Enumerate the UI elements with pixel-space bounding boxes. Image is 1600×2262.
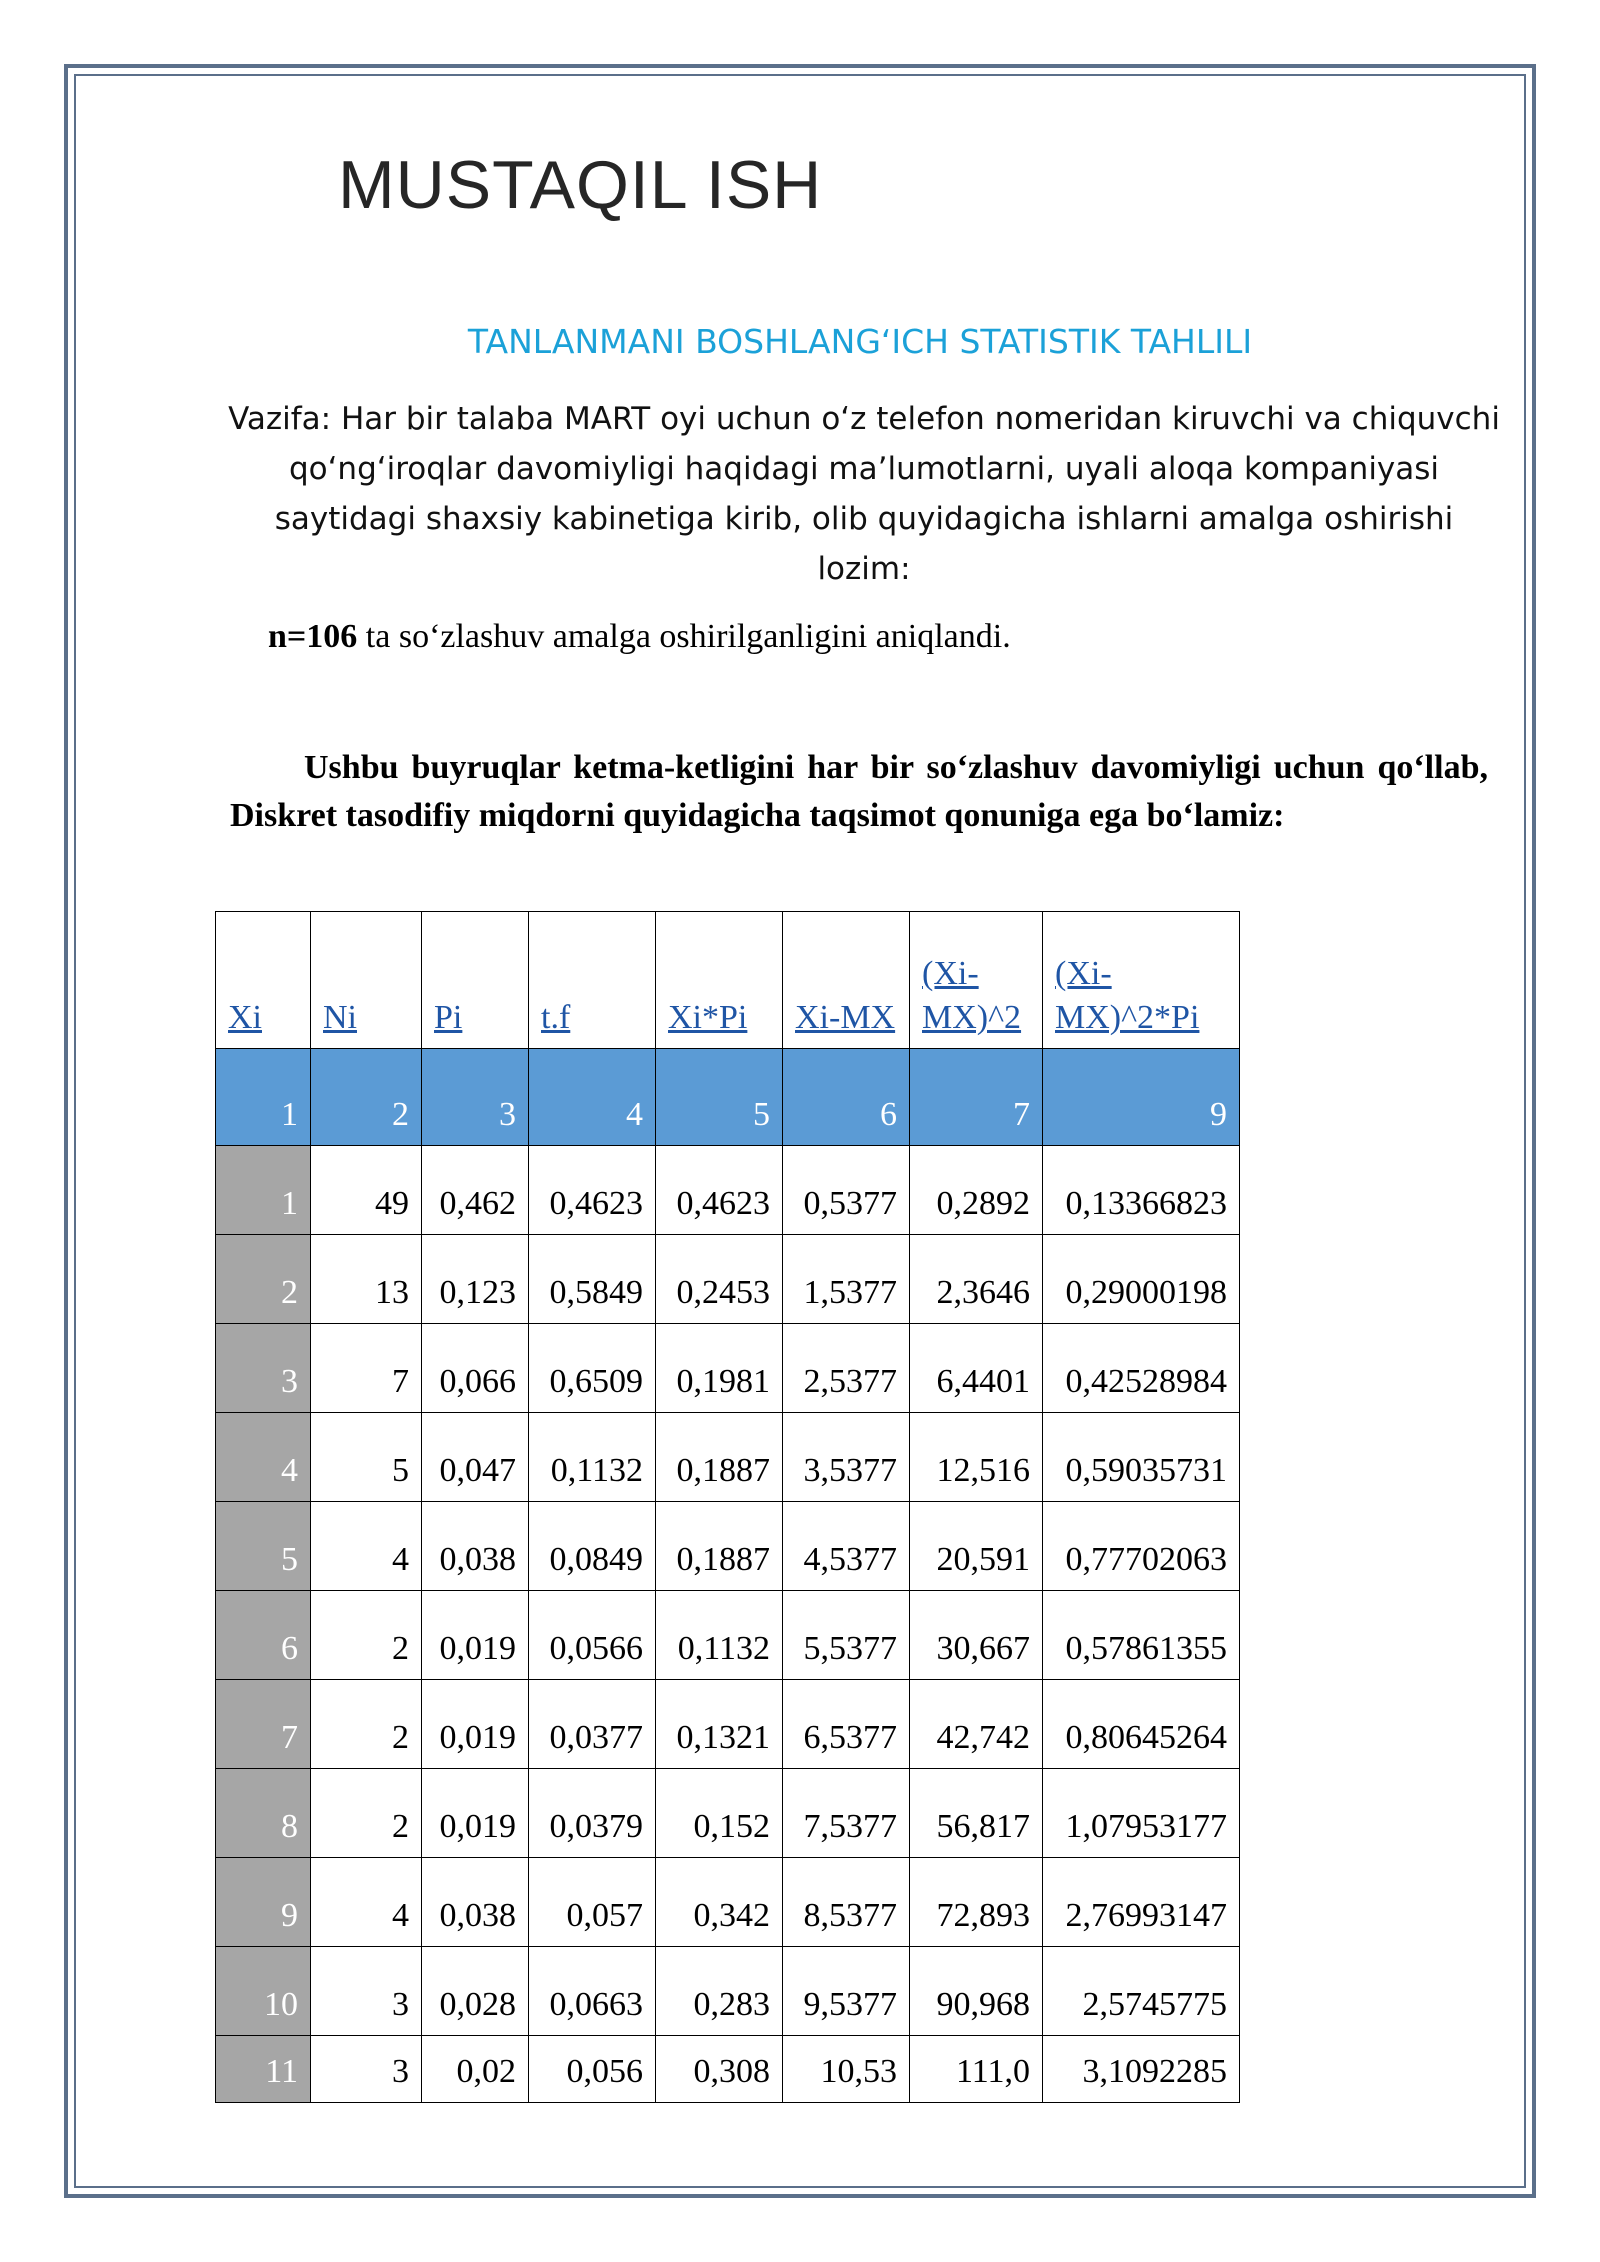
table-row	[216, 1591, 1240, 1680]
table-cell: 0,038	[422, 1858, 529, 1947]
table-row	[216, 1947, 1240, 2036]
table-row	[216, 1413, 1240, 1502]
table-cell: 5	[311, 1413, 422, 1502]
table-cell: 11	[216, 2036, 311, 2103]
table-cell: 9,5377	[783, 1947, 910, 2036]
table-cell: 0,4623	[529, 1146, 656, 1235]
table-cell: 0,80645264	[1043, 1680, 1240, 1769]
table-cell: 10	[216, 1947, 311, 2036]
table-cell: 0,1887	[656, 1502, 783, 1591]
table-cell: 5	[216, 1502, 311, 1591]
distribution-table	[215, 911, 1240, 2103]
table-row	[216, 1769, 1240, 1858]
table-cell: 0,2453	[656, 1235, 783, 1324]
table-cell: 0,019	[422, 1769, 529, 1858]
table-cell: 0,1981	[656, 1324, 783, 1413]
table-cell: 7,5377	[783, 1769, 910, 1858]
table-cell: 1,5377	[783, 1235, 910, 1324]
table-cell: 4	[311, 1502, 422, 1591]
table-cell: 8	[216, 1769, 311, 1858]
table-cell: 3	[422, 1049, 529, 1146]
table-cell: 0,59035731	[1043, 1413, 1240, 1502]
table-cell: 4	[311, 1858, 422, 1947]
table-cell: 3	[216, 1324, 311, 1413]
table-cell: 0,4623	[656, 1146, 783, 1235]
table-cell: 0,0377	[529, 1680, 656, 1769]
sample-size-text: ta so‘zlashuv amalga oshirilganligini aniqlandi.	[357, 618, 1011, 655]
table-cell: 2,76993147	[1043, 1858, 1240, 1947]
sample-size-line	[268, 612, 1011, 662]
table-cell: 0,1132	[656, 1591, 783, 1680]
table-header-cell: Pi	[422, 912, 529, 1049]
table-cell: 0,02	[422, 2036, 529, 2103]
table-cell: 2	[311, 1680, 422, 1769]
table-cell: 2	[311, 1591, 422, 1680]
table-cell: 1,07953177	[1043, 1769, 1240, 1858]
table-cell: 4,5377	[783, 1502, 910, 1591]
table-cell: 8,5377	[783, 1858, 910, 1947]
table-cell: 0,152	[656, 1769, 783, 1858]
table-row	[216, 2036, 1240, 2103]
table-cell: 0,1132	[529, 1413, 656, 1502]
table-cell: 0,308	[656, 2036, 783, 2103]
table-cell: 56,817	[910, 1769, 1043, 1858]
table-number-row	[216, 1049, 1240, 1146]
table-cell: 0,0566	[529, 1591, 656, 1680]
table-cell: 90,968	[910, 1947, 1043, 2036]
table-row	[216, 1502, 1240, 1591]
table-cell: 0,1887	[656, 1413, 783, 1502]
task-description: Vazifa: Har bir talaba MART oyi uchun o‘z telefon nomeridan kiruvchi va chiquvchi qo‘ng‘iroqlar davomiyligi haqidagi ma’lumotlarni, uyali aloqa kompaniyasi saytidagi shaxsiy kabinetiga kirib, olib quyidagicha ishlarni amalga oshirishi lozim:	[228, 401, 1500, 587]
table-cell: 0,038	[422, 1502, 529, 1591]
table-cell: 111,0	[910, 2036, 1043, 2103]
table-cell: 0,047	[422, 1413, 529, 1502]
table-cell: 12,516	[910, 1413, 1043, 1502]
table-cell: 6	[783, 1049, 910, 1146]
document-title: MUSTAQIL ISH	[338, 147, 823, 223]
table-cell: 3	[311, 1947, 422, 2036]
table-cell: 2,5377	[783, 1324, 910, 1413]
table-cell: 0,42528984	[1043, 1324, 1240, 1413]
table-cell: 9	[216, 1858, 311, 1947]
table-cell: 0,0663	[529, 1947, 656, 2036]
table-cell: 6	[216, 1591, 311, 1680]
table-cell: 0,13366823	[1043, 1146, 1240, 1235]
table-header-cell: (Xi-MX)^2*Pi	[1043, 912, 1240, 1049]
table-cell: 7	[311, 1324, 422, 1413]
table-row	[216, 1680, 1240, 1769]
table-cell: 13	[311, 1235, 422, 1324]
table-cell: 9	[1043, 1049, 1240, 1146]
table-cell: 0,29000198	[1043, 1235, 1240, 1324]
table-cell: 2,3646	[910, 1235, 1043, 1324]
table-cell: 5	[656, 1049, 783, 1146]
table-cell: 42,742	[910, 1680, 1043, 1769]
table-row	[216, 1858, 1240, 1947]
table-cell: 0,123	[422, 1235, 529, 1324]
table-cell: 0,6509	[529, 1324, 656, 1413]
table-cell: 0,283	[656, 1947, 783, 2036]
table-cell: 0,066	[422, 1324, 529, 1413]
table-row	[216, 1235, 1240, 1324]
table-cell: 0,056	[529, 2036, 656, 2103]
table-cell: 49	[311, 1146, 422, 1235]
table-header-cell: Xi*Pi	[656, 912, 783, 1049]
table-cell: 3,5377	[783, 1413, 910, 1502]
table-cell: 0,5377	[783, 1146, 910, 1235]
table-cell: 5,5377	[783, 1591, 910, 1680]
table-row	[216, 1146, 1240, 1235]
table-cell: 0,1321	[656, 1680, 783, 1769]
table-cell: 6,4401	[910, 1324, 1043, 1413]
table-cell: 0,0849	[529, 1502, 656, 1591]
table-cell: 0,5849	[529, 1235, 656, 1324]
table-cell: 10,53	[783, 2036, 910, 2103]
table-cell: 3,1092285	[1043, 2036, 1240, 2103]
table-cell: 7	[216, 1680, 311, 1769]
section-subtitle: TANLANMANI BOSHLANG‘ICH STATISTIK TAHLILI	[467, 322, 1253, 361]
table-cell: 2	[311, 1769, 422, 1858]
table-cell: 0,0379	[529, 1769, 656, 1858]
table-cell: 6,5377	[783, 1680, 910, 1769]
table-header-row	[216, 912, 1240, 1049]
table-cell: 30,667	[910, 1591, 1043, 1680]
table-cell: 72,893	[910, 1858, 1043, 1947]
table-cell: 2	[311, 1049, 422, 1146]
table-cell: 20,591	[910, 1502, 1043, 1591]
sample-size-value: n=106	[268, 618, 358, 655]
table-header-cell: Xi-MX	[783, 912, 910, 1049]
table-cell: 0,028	[422, 1947, 529, 2036]
table-header-cell: Ni	[311, 912, 422, 1049]
table-cell: 0,057	[529, 1858, 656, 1947]
table-cell: 2,5745775	[1043, 1947, 1240, 2036]
table-header-cell: t.f	[529, 912, 656, 1049]
table-cell: 3	[311, 2036, 422, 2103]
table-row	[216, 1324, 1240, 1413]
distribution-intro-paragraph: Ushbu buyruqlar ketma-ketligini har bir so‘zlashuv davomiyligi uchun qo‘llab, Diskret tasodifiy miqdorni quyidagicha taqsimot qonuniga ega bo‘lamiz:	[230, 749, 1488, 834]
table-cell: 1	[216, 1049, 311, 1146]
table-cell: 0,57861355	[1043, 1591, 1240, 1680]
table-cell: 4	[216, 1413, 311, 1502]
table-cell: 1	[216, 1146, 311, 1235]
table-cell: 4	[529, 1049, 656, 1146]
table-cell: 0,019	[422, 1680, 529, 1769]
table-cell: 7	[910, 1049, 1043, 1146]
table-cell: 0,019	[422, 1591, 529, 1680]
table-cell: 2	[216, 1235, 311, 1324]
table-cell: 0,462	[422, 1146, 529, 1235]
table-header-cell: Xi	[216, 912, 311, 1049]
table-cell: 0,77702063	[1043, 1502, 1240, 1591]
table-cell: 0,342	[656, 1858, 783, 1947]
table-cell: 0,2892	[910, 1146, 1043, 1235]
table-header-cell: (Xi-MX)^2	[910, 912, 1043, 1049]
